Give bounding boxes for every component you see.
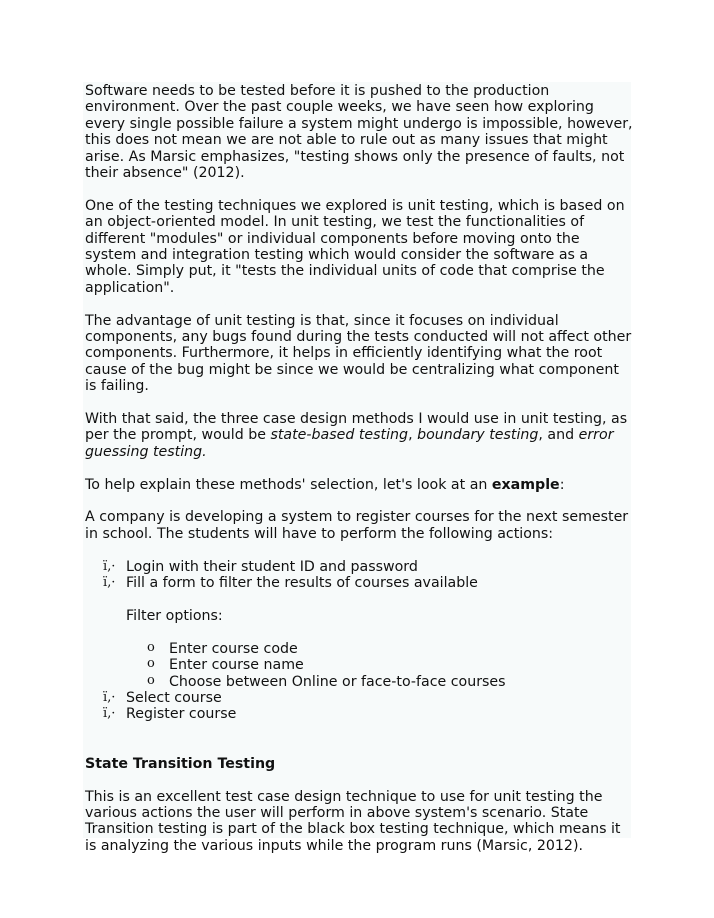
bullet-marker: ï‚· — [103, 706, 116, 722]
method-error-guessing: error guessing testing. — [85, 427, 614, 460]
actions-list — [85, 559, 633, 723]
paragraph-intro: Software needs to be tested before it is pushed to the production environment. Over the past couple weeks, we have seen how exploring every single possible failure a system might undergo is impossible, however, this does not mean we are not able to rule out as many issues that might arise. As Marsic emphasizes, "testing shows only the presence of faults, not their absence" (2012). — [85, 83, 633, 182]
sub-bullet-marker: o — [147, 656, 155, 672]
method-state-based: state-based testing — [270, 427, 409, 444]
list-item: ï‚· Select course — [103, 689, 222, 706]
filter-options-list — [85, 641, 633, 690]
section-heading: State Transition Testing — [85, 755, 276, 772]
list-item: ï‚· Login with their student ID and password — [103, 558, 418, 575]
paragraph-unit-testing: One of the testing techniques we explored is unit testing, which is based on an object-oriented model. In unit testing, we test the functionalities of different "modules" or individual components before moving onto the system and integration testing which would consider the software as a whole. Simply put, it "tests the individual units of code that comprise the application". — [85, 197, 625, 296]
example-emphasis: example — [491, 476, 560, 493]
bullet-marker: ï‚· — [103, 689, 116, 705]
list-item: o Enter course code — [147, 639, 298, 657]
paragraph-example-intro: To help explain these methods' selection, let's look at an example: — [85, 476, 565, 493]
paragraph-methods: With that said, the three case design methods I would use in unit testing, as per the prompt, would be state-based testing, boundary testing, and error guessing testing. — [85, 411, 628, 460]
list-item: ï‚· Register course — [103, 706, 237, 723]
filter-options-label: Filter options: — [126, 607, 223, 624]
list-item: o Choose between Online or face-to-face courses — [147, 672, 506, 690]
document-body — [85, 83, 633, 871]
bullet-marker: ï‚· — [103, 558, 116, 574]
method-boundary: boundary testing — [417, 427, 539, 444]
paragraph-state-transition: This is an excellent test case design technique to use for unit testing the various actions the user will perform in above system's scenario. State Transition testing is part of the black box testing technique, which means it is analyzing the various inputs while the program runs (Marsic, 2012). — [85, 788, 621, 854]
bullet-marker: ï‚· — [103, 575, 116, 591]
paragraph-advantage: The advantage of unit testing is that, since it focuses on individual components, any bugs found during the tests conducted will not affect other components. Furthermore, it helps in efficiently identifying what the root cause of the bug might be since we would be centralizing what component is failing. — [85, 312, 632, 395]
list-item: o Enter course name — [147, 656, 304, 674]
paragraph-scenario: A company is developing a system to register courses for the next semester in school. The students will have to perform the following actions: — [85, 509, 629, 542]
sub-bullet-marker: o — [147, 639, 155, 655]
sub-bullet-marker: o — [147, 672, 155, 688]
list-item: ï‚· Fill a form to filter the results of courses available Filter options: o Enter course code o Enter course name o Choose between Online or face-to-face courses — [85, 575, 633, 690]
